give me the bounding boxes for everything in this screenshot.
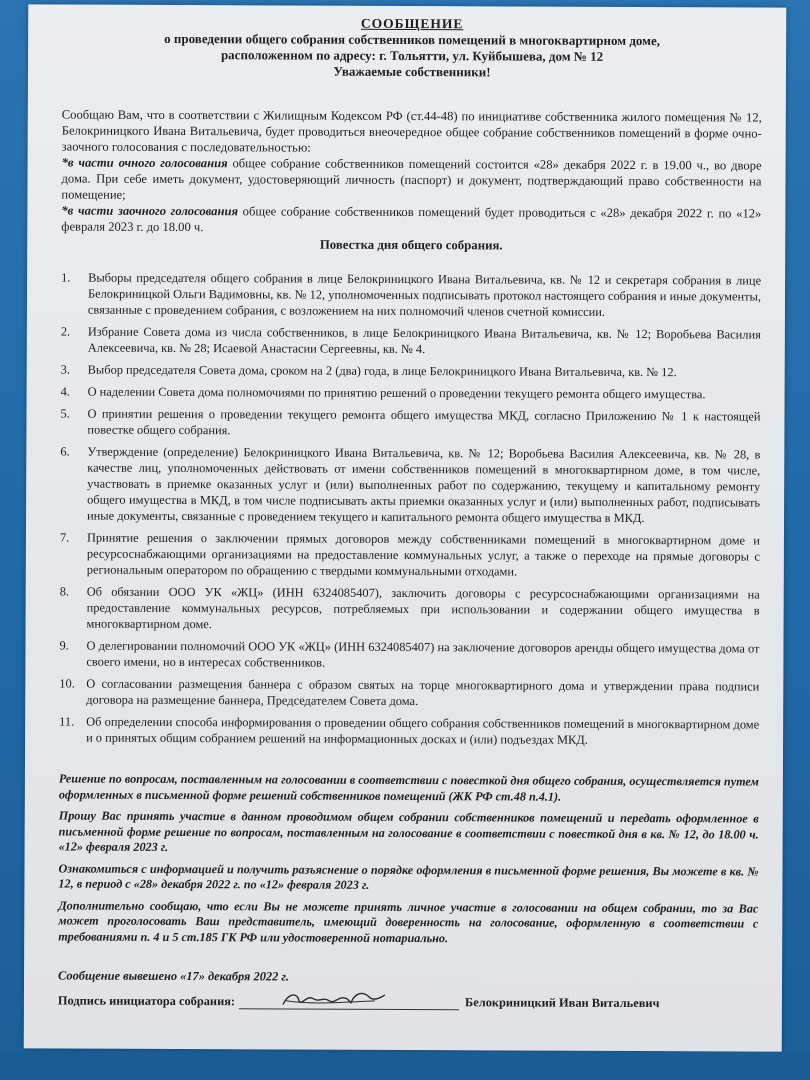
signature-line <box>239 986 459 1010</box>
footer-notes <box>58 771 759 947</box>
agenda-item <box>60 443 760 526</box>
notice-sheet <box>24 4 787 1051</box>
agenda-item-text: Избрание Совета дома из числа собственников, в лице Белокриницкого Ивана Витальевича, кв. № 12; Воробьева Василия Алексеевича, кв. № 28; Исаевой Анастасии Сергеевны, кв. № 4. <box>87 324 761 357</box>
agenda-item <box>59 637 759 672</box>
intro-paragraph: Сообщаю Вам, что в соответствии с Жилищным Кодексом РФ (ст.44-48) по инициативе собственника жилого помещения № 12, Белокриницкого Ивана Витальевича, будет проводиться внеочередное общее собрание собственников помещений в форме очно-заочного голосования с последовательностью: <box>61 107 762 155</box>
agenda-item <box>61 269 761 320</box>
posted-date: Сообщение вывешено «17» декабря 2022 г. <box>58 968 289 984</box>
agenda-item-text: Выбор председателя Совета дома, сроком на 2 (два) года, в лице Белокриницкого Ивана Витальевича, кв. № 12. <box>87 362 677 380</box>
agenda-item-number: 1. <box>61 270 71 285</box>
agenda-item <box>61 383 761 402</box>
agenda-item <box>61 361 761 380</box>
agenda-item-text: О наделении Совета дома полномочиями по принятию решений о проведении текущего ремонта общего имущества. <box>87 384 706 402</box>
agenda-item-number: 9. <box>59 638 69 653</box>
notice-title: СООБЩЕНИЕ <box>360 15 464 32</box>
agenda-item <box>61 323 761 358</box>
notice-subtitle-line1: о проведении общего собрания собственников помещений в многоквартирном доме, <box>164 30 661 49</box>
agenda-item-text: Об определении способа информирования о проведении общего собрания собственников помещений в многоквартирном доме и о принятых общим собранием решений на информационных досках и (или) подъездах МКД. <box>86 714 760 747</box>
initiator-name: Белокриницкий Иван Витальевич <box>465 995 660 1011</box>
information-note: Ознакомиться с информацией и получить разъяснение о порядке оформления в письменной форме решения, Вы можете в кв. № 12, в период с «28» декабря 2022 г. по «12» февраля 2023 г. <box>58 860 759 892</box>
agenda-item <box>60 529 760 580</box>
proxy-note: Дополнительно сообщаю, что если Вы не можете принять личное участие в голосовании на общем собрании, то за Вас может проголосовать Ваш представитель, имеющий доверенность на голосование, оформленную в соответствии с требованиями п. 4 и 5 ст.185 ГК РФ или удостоверенной нотариально. <box>58 897 759 945</box>
agenda-item-number: 11. <box>59 714 75 729</box>
agenda-item-number: 4. <box>60 384 70 399</box>
agenda-item <box>59 675 759 710</box>
absentee-voting-label: *в части заочного голосования <box>61 203 239 219</box>
decision-note: Решение по вопросам, поставленным на голосовании в соответствии с повесткой дня общего собрания, осуществляется путем оформленных в письменной форме решений собственников помещений (ЖК РФ ст.48 п.4.1). <box>58 771 759 804</box>
agenda-item <box>60 405 760 440</box>
agenda-item-text: Принятие решения о заключении прямых договоров между собственниками помещений в многоквартирном доме и ресурсоснабжающими организациями на предоставление коммунальных услуг, а также о переходе на прямые договоры с региональным оператором по обращению с твердыми коммунальными отходами. <box>86 530 760 579</box>
agenda-item <box>60 583 760 634</box>
agenda-heading: Повестка дня общего собрания. <box>319 237 503 253</box>
agenda-item-number: 7. <box>59 530 70 545</box>
in-person-voting-paragraph <box>61 154 761 205</box>
handwritten-signature <box>279 986 389 1010</box>
agenda-item-text: О принятии решения о проведении текущего ремонта общего имущества МКД, согласно Приложению № 1 к настоящей повестке общего собрания. <box>87 406 761 438</box>
participation-request: Прошу Вас принять участие в данном проводимом общем собрании собственников помещений и передать оформленное в письменной форме решение по вопросам, поставленным на голосование в соответствии с повесткой дня в кв. № 12, до 18.00 ч. «12» февраля 2023 г. <box>58 808 759 854</box>
board-frame-bottom <box>0 1052 810 1080</box>
agenda-item-number: 3. <box>60 362 71 377</box>
agenda-item-text: Выборы председателя общего собрания в лице Белокриницкого Ивана Витальевича, кв. № 12 и секретаря собрания в лице Белокриницкой Ольги Вадимовны, кв. № 12, уполномоченных подписывать протокол настоящего собрания и иные документы, связанные с проведением собрания, с возложением на них полномочий членов счетной комиссии. <box>87 270 762 319</box>
signature-row <box>58 985 758 1011</box>
agenda-item-text: Утверждение (определение) Белокриницкого Ивана Витальевича, кв. № 12; Воробьева Василия Алексеевича, кв. № 28, в качестве лиц, уполномоченных действовать от имени собственников помещений в многоквартирном доме, в том числе, участвовать в приемке оказанных услуг и (или) выполненных работ по содержанию, текущему и капитальному ремонту общего имущества в МКД, в том числе подписывать акты приемки оказанных услуг и (или) выполненных работ, подписывать иные документы, связанные с проведением текущего и капитального ремонта общего имущества в МКД. <box>87 444 761 526</box>
absentee-voting-paragraph <box>61 202 761 237</box>
agenda-item-number: 8. <box>59 584 70 599</box>
in-person-voting-text: общее собрание собственников помещений состоится «28» декабря 2022 г. в 19.00 ч., во дворе дома. При себе иметь документ, удостоверяющий личность (паспорт) и документ, подтверждающий право собственности на помещение; <box>61 156 762 202</box>
agenda-item-number: 6. <box>60 444 70 459</box>
greeting: Уважаемые собственники! <box>333 63 491 80</box>
notice-subtitle-line2: расположенном по адресу: г. Тольятти, ул. Куйбышева, дом № 12 <box>220 47 604 64</box>
agenda-item-text: О делегировании полномочий ООО УК «ЖЦ» (ИНН 6324085407) на заключение договоров аренды общего имущества дома от своего имени, но в интересах собственников. <box>86 638 760 670</box>
in-person-voting-label: *в части очного голосования <box>61 155 228 171</box>
agenda-list <box>59 269 761 748</box>
agenda-item-number: 10. <box>59 676 75 691</box>
agenda-item-text: Об обязании ООО УК «ЖЦ» (ИНН 6324085407), заключить договоры с ресурсоснабжающими организациями на предоставление коммунальных ресурсов, потребляемых при использовании и содержании общего имущества в многоквартирном доме. <box>86 584 760 632</box>
agenda-item <box>59 713 759 748</box>
agenda-item-number: 5. <box>60 406 70 421</box>
agenda-item-number: 2. <box>60 324 71 339</box>
absentee-voting-text: общее собрание собственников помещений будет проводиться с «28» декабря 2022 г. по «12» февраля 2023 г. до 18.00 ч. <box>61 204 762 235</box>
agenda-item-text: О согласовании размещения баннера с образом святых на торце многоквартирного дома и утверждении права подписи договора на размещение баннера, Председателем Совета дома. <box>86 676 760 709</box>
signature-label: Подпись инициатора собрания: <box>57 993 236 1009</box>
